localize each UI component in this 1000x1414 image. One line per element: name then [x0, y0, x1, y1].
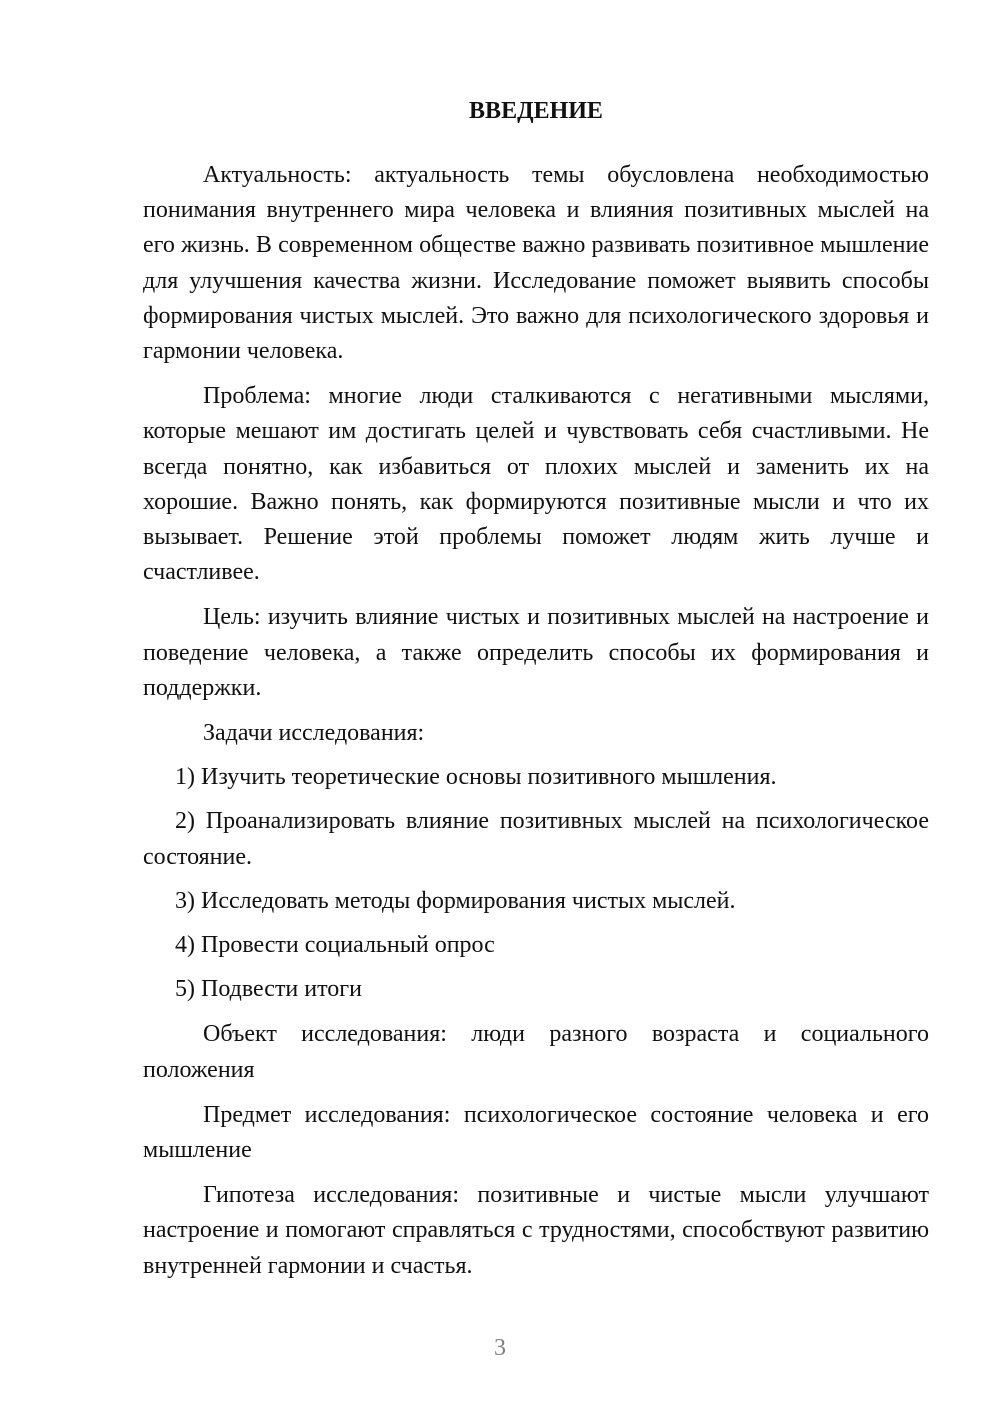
object-paragraph: Объект исследования: люди разного возраста и социального положения: [143, 1021, 929, 1083]
task-item: 5) Подвести итоги: [175, 976, 362, 1003]
problem-paragraph: Проблема: многие люди сталкиваются с негативными мыслями, которые мешают им достигать целей и чувствовать себя счастливыми. Не всегда понятно, как избавиться от плохих мыслей и заменить их на хорошие. Важно понять, как формируются позитивные мысли и что их вызывает. Решение этой проблемы поможет людям жить лучше и счастливее.: [143, 383, 929, 586]
subject-paragraph: Предмет исследования: психологическое состояние человека и его мышление: [143, 1101, 929, 1164]
task-item: 4) Провести социальный опрос: [175, 932, 495, 959]
task-item: 3) Исследовать методы формирования чистых мыслей.: [175, 887, 736, 914]
tasks-heading: Задачи исследования:: [203, 720, 425, 747]
task-item: 2) Проанализировать влияние позитивных мыслей на психологическое состояние.: [143, 808, 929, 870]
document-content: [143, 94, 929, 1284]
page-number: 3: [494, 1335, 506, 1361]
tasks-list: [143, 760, 929, 1007]
hypothesis-paragraph: Гипотеза исследования: позитивные и чистые мысли улучшают настроение и помогают справляться с трудностями, способствуют развитию внутренней гармонии и счастья.: [143, 1182, 929, 1279]
goal-paragraph: Цель: изучить влияние чистых и позитивных мыслей на настроение и поведение человека, а также определить способы их формирования и поддержки.: [143, 604, 929, 701]
task-item: 1) Изучить теоретические основы позитивного мышления.: [175, 764, 777, 791]
document-title: ВВЕДЕНИЕ: [469, 98, 603, 124]
actuality-paragraph: Актуальность: актуальность темы обусловлена необходимостью понимания внутреннего мира человека и влияния позитивных мыслей на его жизнь. В современном обществе важно развивать позитивное мышление для улучшения качества жизни. Исследование поможет выявить способы формирования чистых мыслей. Это важно для психологического здоровья и гармонии человека.: [143, 162, 929, 365]
